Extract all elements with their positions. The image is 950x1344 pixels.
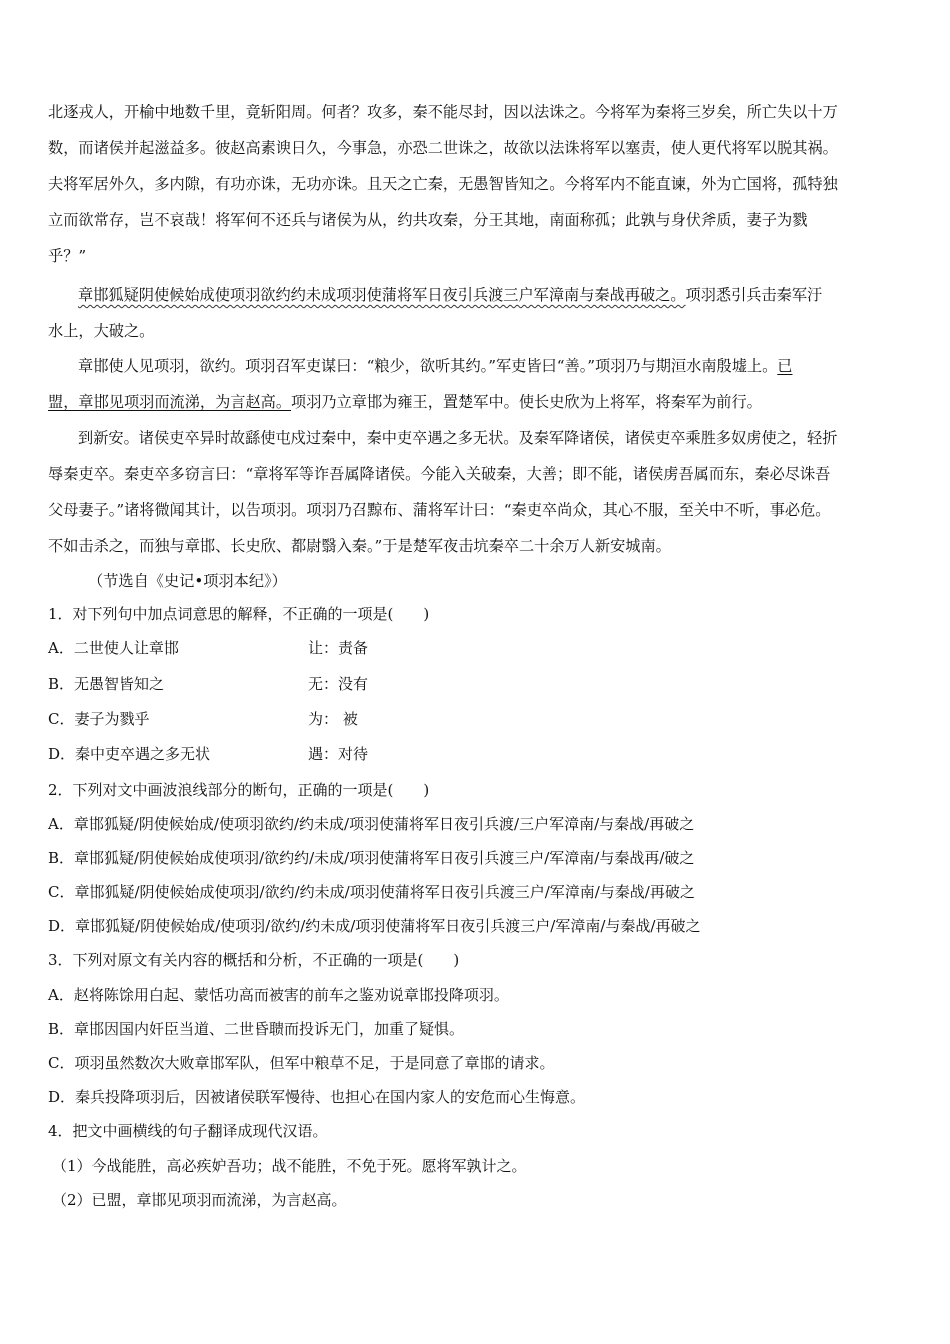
passage-text: 项羽乃立章邯为雍王，置楚军中。使长史欣为上将军，将秦军为前行。	[291, 393, 762, 411]
question-1-option-a	[48, 637, 369, 659]
passage-text: 章邯使人见项羽，欲约。项羽召军吏谋曰：“粮少，欲听其约。”军吏皆曰“善。”项羽乃与期洹水南殷墟上。	[78, 357, 778, 375]
passage-line: 夫将军居外久，多内隙，有功亦诛，无功亦诛。且天之亡秦，无愚智皆知之。今将军内不能直谏，外为亡国将，孤特独	[48, 175, 838, 193]
passage-line: 水上，大破之。	[48, 322, 155, 340]
passage-line	[48, 391, 762, 413]
passage-text: 项羽悉引兵击秦军汙	[685, 286, 823, 304]
passage-line: 父母妻子。”诸将微闻其计，以告项羽。项羽乃召黥布、蒲将军计曰：“秦吏卒尚众，其心不服，至关中不听，事必危。	[48, 501, 831, 519]
option-gloss: 让：责备	[308, 639, 369, 657]
question-1-stem: 1．对下列句中加点词意思的解释，不正确的一项是( )	[48, 605, 430, 623]
option-sentence: D．秦中吏卒遇之多无状	[48, 745, 211, 763]
underlined-sentence: 盟，章邯见项羽而流涕，为言赵高。	[48, 393, 291, 411]
question-3-option-c: C．项羽虽然数次大败章邯军队，但军中粮草不足，于是同意了章邯的请求。	[48, 1054, 555, 1072]
question-2-stem: 2．下列对文中画波浪线部分的断句，正确的一项是( )	[48, 781, 430, 799]
passage-line-wavy	[78, 284, 822, 306]
source-citation: （节选自《史记•项羽本纪》）	[88, 572, 287, 590]
wavy-underlined-sentence: 章邯狐疑阴使候始成使项羽欲约约未成项羽使蒲将军日夜引兵渡三户军漳南与秦战再破之。	[78, 286, 686, 304]
underlined-sentence: 已	[777, 357, 793, 375]
question-2-option-b: B．章邯狐疑/阴使候始成使项羽/欲约约/未成/项羽使蒲将军日夜引兵渡三户/军漳南/与秦战再/破之	[48, 849, 695, 867]
option-gloss: 无：没有	[308, 675, 369, 693]
option-sentence: B．无愚智皆知之	[48, 675, 165, 693]
passage-line	[78, 355, 792, 377]
question-2-option-a: A．章邯狐疑/阴使候始成/使项羽欲约/约未成/项羽使蒲将军日夜引兵渡/三户军漳南/与秦战/再破之	[48, 815, 695, 833]
passage-line: 到新安。诸侯吏卒异时故繇使屯戍过秦中，秦中吏卒遇之多无状。及秦军降诸侯，诸侯吏卒乘胜多奴虏使之，轻折	[78, 429, 838, 447]
question-4-item-1: （1）今战能胜，高必疾妒吾功；战不能胜，不免于死。愿将军孰计之。	[52, 1157, 527, 1175]
passage-line: 辱秦吏卒。秦吏卒多窃言曰：“章将军等诈吾属降诸侯。今能入关破秦，大善；即不能，诸侯虏吾属而东，秦必尽诛吾	[48, 465, 831, 483]
option-sentence: A．二世使人让章邯	[48, 639, 179, 657]
question-3-option-d: D．秦兵投降项羽后，因被诸侯联军慢待、也担心在国内家人的安危而心生悔意。	[48, 1088, 586, 1106]
passage-line: 乎？”	[48, 247, 87, 265]
question-4-stem: 4．把文中画横线的句子翻译成现代汉语。	[48, 1122, 328, 1140]
option-sentence: C．妻子为戮乎	[48, 710, 150, 728]
question-2-option-d: D．章邯狐疑/阴使候始成/使项羽/欲约/约未成/项羽使蒲将军日夜引兵渡三户/军漳南/与秦战/再破之	[48, 917, 701, 935]
question-3-stem: 3．下列对原文有关内容的概括和分析，不正确的一项是( )	[48, 951, 460, 969]
question-4-item-2: （2）已盟，章邯见项羽而流涕，为言赵高。	[52, 1191, 347, 1209]
question-1-option-c	[48, 708, 358, 730]
passage-line: 不如击杀之，而独与章邯、长史欣、都尉翳入秦。”于是楚军夜击坑秦卒二十余万人新安城南。	[48, 537, 671, 555]
passage-line: 北逐戎人，开榆中地数千里，竟斩阳周。何者？攻多，秦不能尽封，因以法诛之。今将军为秦将三岁矣，所亡失以十万	[48, 103, 838, 121]
question-1-option-b	[48, 673, 369, 695]
question-3-option-a: A．赵将陈馀用白起、蒙恬功高而被害的前车之鉴劝说章邯投降项羽。	[48, 986, 509, 1004]
option-gloss: 遇：对待	[308, 745, 369, 763]
passage-line: 立而欲常存，岂不哀哉！将军何不还兵与诸侯为从，约共攻秦，分王其地，南面称孤；此孰与身伏斧质，妻子为戮	[48, 211, 808, 229]
passage-line: 数，而诸侯并起滋益多。彼赵高素谀日久，今事急，亦恐二世诛之，故欲以法诛将军以塞责，使人更代将军以脱其祸。	[48, 139, 838, 157]
question-1-option-d	[48, 743, 369, 765]
question-3-option-b: B．章邯因国内奸臣当道、二世昏聩而投诉无门，加重了疑惧。	[48, 1020, 465, 1038]
question-2-option-c: C．章邯狐疑/阴使候始成使项羽/欲约/约未成/项羽使蒲将军日夜引兵渡三户/军漳南/与秦战/再破之	[48, 883, 695, 901]
option-gloss: 为： 被	[308, 710, 358, 728]
